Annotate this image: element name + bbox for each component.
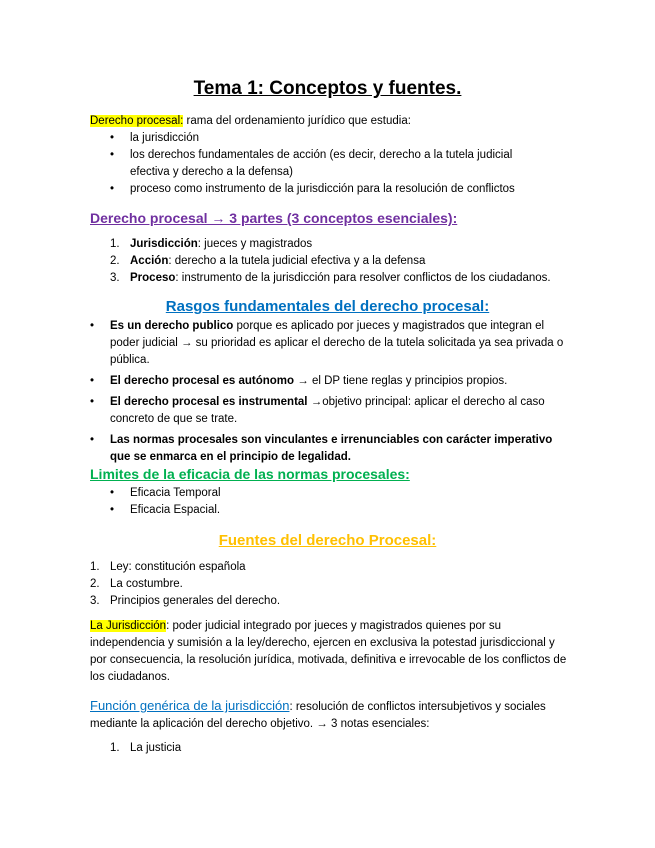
- list-item: • proceso como instrumento de la jurisdicción para la resolución de conflictos: [130, 181, 550, 198]
- derecho-procesal-list: [130, 130, 550, 198]
- rasgos-list: [110, 318, 570, 466]
- partes-list: [110, 236, 570, 287]
- item-number: 3.: [110, 272, 120, 284]
- list-item: [110, 236, 570, 253]
- item-bold: Las normas procesales son vinculantes e irrenunciables con carácter imperativo que se enmarca en el principio de legalidad.: [110, 434, 553, 463]
- list-item: [110, 740, 530, 757]
- partes-heading: Derecho procesal → 3 partes (3 conceptos esenciales):: [90, 210, 458, 226]
- fuentes-list: [90, 559, 550, 610]
- limites-list: [130, 485, 530, 519]
- item-bold: El derecho procesal es autónomo: [110, 375, 295, 387]
- list-item: • Eficacia Temporal: [130, 485, 530, 502]
- limites-heading: Limites de la eficacia de las normas procesales:: [90, 466, 410, 482]
- item-text: : instrumento de la jurisdicción para resolver conflictos de los ciudadanos.: [175, 272, 551, 284]
- list-item: [110, 253, 570, 270]
- fuentes-heading: Fuentes del derecho Procesal:: [218, 532, 437, 549]
- funcion-definition: [90, 697, 570, 733]
- list-item: [110, 432, 570, 466]
- funcion-list: [110, 740, 530, 757]
- item-text: Ley: constitución española: [110, 561, 246, 573]
- item-text: Principios generales del derecho.: [110, 595, 281, 607]
- list-item: [110, 373, 570, 390]
- list-item: • Eficacia Espacial.: [130, 502, 530, 519]
- list-item: [90, 593, 550, 610]
- item-number: 2.: [110, 255, 120, 267]
- item-bold: Es un derecho publico: [110, 320, 234, 332]
- item-bold: El derecho procesal es instrumental: [110, 396, 308, 408]
- item-number: 2.: [90, 578, 100, 590]
- item-text: → el DP tiene reglas y principios propios.: [294, 375, 508, 387]
- jurisdiccion-definition: [90, 618, 570, 686]
- list-item: • los derechos fundamentales de acción (es decir, derecho a la tutela judicial efectiva y derecho a la defensa): [130, 147, 550, 181]
- item-number: 1.: [90, 561, 100, 573]
- item-term: Acción: [130, 255, 169, 267]
- funcion-label: Función genérica de la jurisdicción: [90, 698, 290, 713]
- derecho-procesal-label: Derecho procesal:: [90, 115, 184, 127]
- item-text: : derecho a la tutela judicial efectiva y a la defensa: [168, 255, 426, 267]
- item-number: 1.: [110, 238, 120, 250]
- list-item: [110, 270, 570, 287]
- jurisdiccion-label: La Jurisdicción: [90, 620, 167, 632]
- item-text: La justicia: [130, 742, 182, 754]
- item-text: : jueces y magistrados: [197, 238, 313, 250]
- page-title: Tema 1: Conceptos y fuentes.: [193, 78, 462, 99]
- list-item: • la jurisdicción: [130, 130, 550, 147]
- list-item: [90, 576, 550, 593]
- jurisdiccion-text: : poder judicial integrado por jueces y magistrados quienes por su independencia y sumisión a la ley/derecho, ejercen en exclusiva la potestad jurisdiccional y por consecuencia, la resolución jurídica, motivada, definitiva e irrevocable de los conflictos de los ciudadanos.: [90, 620, 567, 683]
- list-item: [110, 394, 570, 428]
- item-number: 1.: [110, 742, 120, 754]
- item-text: →objetivo principal: aplicar el derecho al caso concreto de que se trate.: [110, 396, 545, 425]
- item-text: La costumbre.: [110, 578, 183, 590]
- funcion-text: : resolución de conflictos intersubjetivos y sociales mediante la aplicación del derecho objetivo. → 3 notas esenciales:: [90, 701, 546, 730]
- list-item: [90, 559, 550, 576]
- item-number: 3.: [90, 595, 100, 607]
- rasgos-heading: Rasgos fundamentales del derecho procesal:: [165, 298, 490, 315]
- derecho-procesal-text: rama del ordenamiento jurídico que estudia:: [183, 115, 411, 127]
- derecho-procesal-definition: [90, 113, 570, 130]
- list-item: [110, 318, 570, 369]
- item-term: Proceso: [130, 272, 176, 284]
- item-text: porque es aplicado por jueces y magistrados que integran el poder judicial → su prioridad es aplicar el derecho de la tutela solicitada ya sea privada o pública.: [110, 320, 564, 366]
- item-term: Jurisdicción: [130, 238, 198, 250]
